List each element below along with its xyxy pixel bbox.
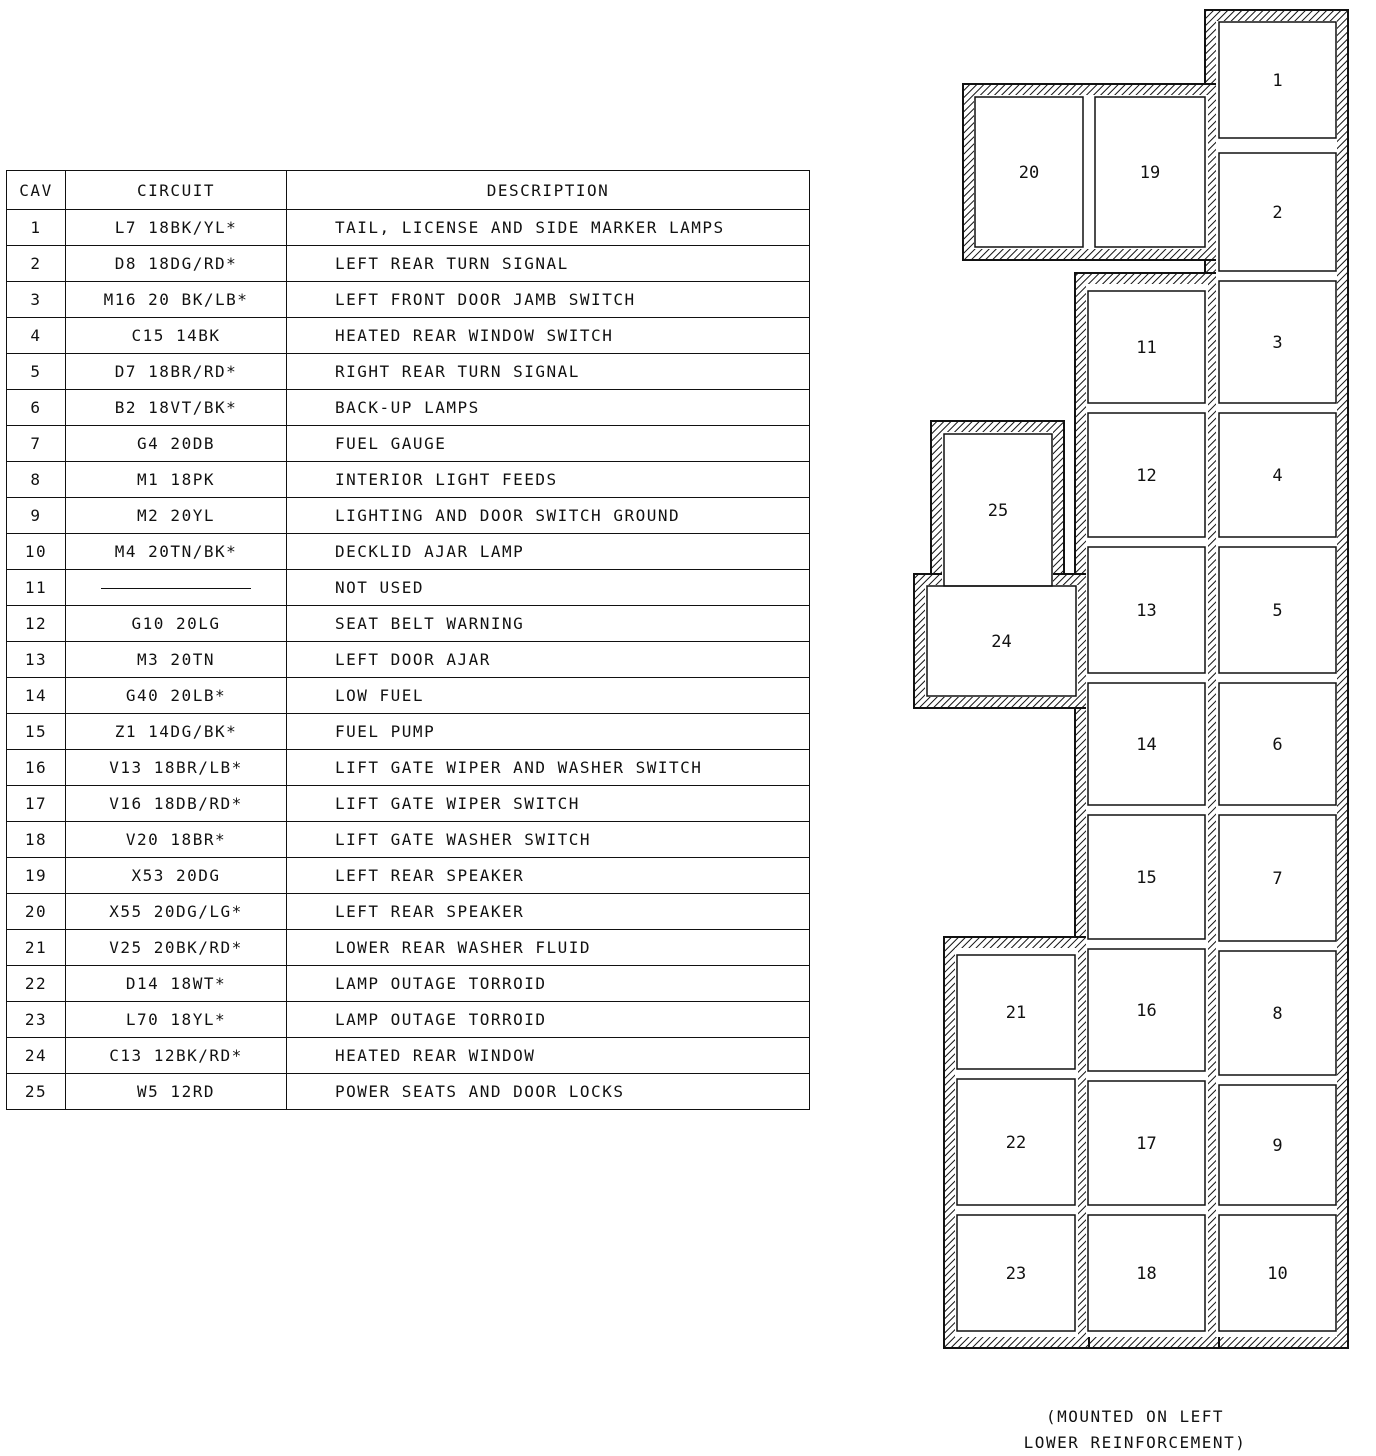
- cell-description: BACK-UP LAMPS: [287, 390, 810, 426]
- cell-circuit: C15 14BK: [66, 318, 287, 354]
- cell-description: LIFT GATE WIPER SWITCH: [287, 786, 810, 822]
- cell-cav: 11: [7, 570, 66, 606]
- cell-description: LEFT DOOR AJAR: [287, 642, 810, 678]
- cavity-label: 1: [1272, 71, 1283, 91]
- cell-description: RIGHT REAR TURN SIGNAL: [287, 354, 810, 390]
- cell-cav: 25: [7, 1074, 66, 1110]
- cavity-label: 10: [1267, 1264, 1288, 1284]
- cell-cav: 19: [7, 858, 66, 894]
- cell-cav: 10: [7, 534, 66, 570]
- cell-circuit: G10 20LG: [66, 606, 287, 642]
- cell-cav: 13: [7, 642, 66, 678]
- cavity-label: 25: [987, 501, 1009, 521]
- cell-cav: 2: [7, 246, 66, 282]
- cell-description: NOT USED: [287, 570, 810, 606]
- header-circuit: CIRCUIT: [66, 171, 287, 210]
- cell-cav: 7: [7, 426, 66, 462]
- cavity-label: 23: [1005, 1264, 1027, 1284]
- cavity-label: 22: [1005, 1133, 1027, 1153]
- cell-cav: 20: [7, 894, 66, 930]
- cell-description: SEAT BELT WARNING: [287, 606, 810, 642]
- cell-description: LAMP OUTAGE TORROID: [287, 1002, 810, 1038]
- cavity-label: 21: [1005, 1003, 1027, 1023]
- cavity-label: 18: [1136, 1264, 1157, 1284]
- cell-cav: 5: [7, 354, 66, 390]
- cell-description: DECKLID AJAR LAMP: [287, 534, 810, 570]
- cavity-label: 12: [1136, 466, 1157, 486]
- cavity-label: 16: [1136, 1001, 1157, 1021]
- cell-circuit: M16 20 BK/LB*: [66, 282, 287, 318]
- cell-description: LEFT FRONT DOOR JAMB SWITCH: [287, 282, 810, 318]
- cell-circuit: M2 20YL: [66, 498, 287, 534]
- cell-description: LEFT REAR SPEAKER: [287, 858, 810, 894]
- cell-circuit: W5 12RD: [66, 1074, 287, 1110]
- cell-circuit: D14 18WT*: [66, 966, 287, 1002]
- cell-description: LIFT GATE WIPER AND WASHER SWITCH: [287, 750, 810, 786]
- cell-circuit: M3 20TN: [66, 642, 287, 678]
- cell-cav: 15: [7, 714, 66, 750]
- cell-circuit: V20 18BR*: [66, 822, 287, 858]
- cell-cav: 6: [7, 390, 66, 426]
- cell-circuit: G40 20LB*: [66, 678, 287, 714]
- cell-circuit: X53 20DG: [66, 858, 287, 894]
- cavity-label: 9: [1272, 1136, 1283, 1156]
- header-cav: CAV: [7, 171, 66, 210]
- cell-circuit: B2 18VT/BK*: [66, 390, 287, 426]
- cell-cav: 12: [7, 606, 66, 642]
- cell-cav: 1: [7, 210, 66, 246]
- cavity-label: 17: [1136, 1134, 1157, 1154]
- connector-housing: [914, 10, 1348, 1348]
- cell-circuit: Z1 14DG/BK*: [66, 714, 287, 750]
- cavity-label: 8: [1272, 1004, 1283, 1024]
- cell-description: HEATED REAR WINDOW SWITCH: [287, 318, 810, 354]
- cell-circuit: M4 20TN/BK*: [66, 534, 287, 570]
- cavity-label: 13: [1136, 601, 1157, 621]
- cell-cav: 21: [7, 930, 66, 966]
- cell-description: TAIL, LICENSE AND SIDE MARKER LAMPS: [287, 210, 810, 246]
- cell-circuit: V16 18DB/RD*: [66, 786, 287, 822]
- cavity-label: 20: [1018, 163, 1040, 183]
- cell-cav: 24: [7, 1038, 66, 1074]
- cell-cav: 8: [7, 462, 66, 498]
- cell-circuit: M1 18PK: [66, 462, 287, 498]
- cell-description: LEFT REAR TURN SIGNAL: [287, 246, 810, 282]
- cavity-label: 7: [1272, 869, 1283, 889]
- mounting-note-line-2: LOWER REINFORCEMENT): [1023, 1433, 1247, 1452]
- cell-cav: 9: [7, 498, 66, 534]
- mounting-note: [990, 1404, 1280, 1456]
- cell-circuit: V25 20BK/RD*: [66, 930, 287, 966]
- cell-circuit: C13 12BK/RD*: [66, 1038, 287, 1074]
- cavity-label: 24: [991, 632, 1012, 652]
- cell-description: HEATED REAR WINDOW: [287, 1038, 810, 1074]
- cell-description: LIFT GATE WASHER SWITCH: [287, 822, 810, 858]
- cavity-label: 4: [1272, 466, 1283, 486]
- cell-description: LOWER REAR WASHER FLUID: [287, 930, 810, 966]
- cell-cav: 14: [7, 678, 66, 714]
- cell-circuit: D7 18BR/RD*: [66, 354, 287, 390]
- cell-circuit: V13 18BR/LB*: [66, 750, 287, 786]
- cavity-label: 15: [1136, 868, 1157, 888]
- cavity-label: 19: [1139, 163, 1161, 183]
- cell-cav: 18: [7, 822, 66, 858]
- cell-description: LIGHTING AND DOOR SWITCH GROUND: [287, 498, 810, 534]
- cell-description: POWER SEATS AND DOOR LOCKS: [287, 1074, 810, 1110]
- cell-circuit: D8 18DG/RD*: [66, 246, 287, 282]
- cell-description: LAMP OUTAGE TORROID: [287, 966, 810, 1002]
- cavity-label: 2: [1272, 203, 1283, 223]
- header-description: DESCRIPTION: [287, 171, 810, 210]
- cell-description: FUEL PUMP: [287, 714, 810, 750]
- cell-cav: 23: [7, 1002, 66, 1038]
- cavity-label: 3: [1272, 333, 1283, 353]
- cell-description: LEFT REAR SPEAKER: [287, 894, 810, 930]
- cavity-label: 6: [1272, 735, 1283, 755]
- cell-description: INTERIOR LIGHT FEEDS: [287, 462, 810, 498]
- cell-circuit: X55 20DG/LG*: [66, 894, 287, 930]
- cell-description: LOW FUEL: [287, 678, 810, 714]
- cavity-label: 5: [1272, 601, 1283, 621]
- mounting-note-line-1: (MOUNTED ON LEFT: [1045, 1407, 1225, 1426]
- cell-cav: 16: [7, 750, 66, 786]
- cell-cav: 3: [7, 282, 66, 318]
- cell-circuit: L70 18YL*: [66, 1002, 287, 1038]
- cavity-label: 11: [1136, 338, 1157, 358]
- cell-description: FUEL GAUGE: [287, 426, 810, 462]
- cavity-label: 14: [1136, 735, 1157, 755]
- cell-cav: 17: [7, 786, 66, 822]
- cell-cav: 22: [7, 966, 66, 1002]
- cell-cav: 4: [7, 318, 66, 354]
- cell-circuit: L7 18BK/YL*: [66, 210, 287, 246]
- cell-circuit: G4 20DB: [66, 426, 287, 462]
